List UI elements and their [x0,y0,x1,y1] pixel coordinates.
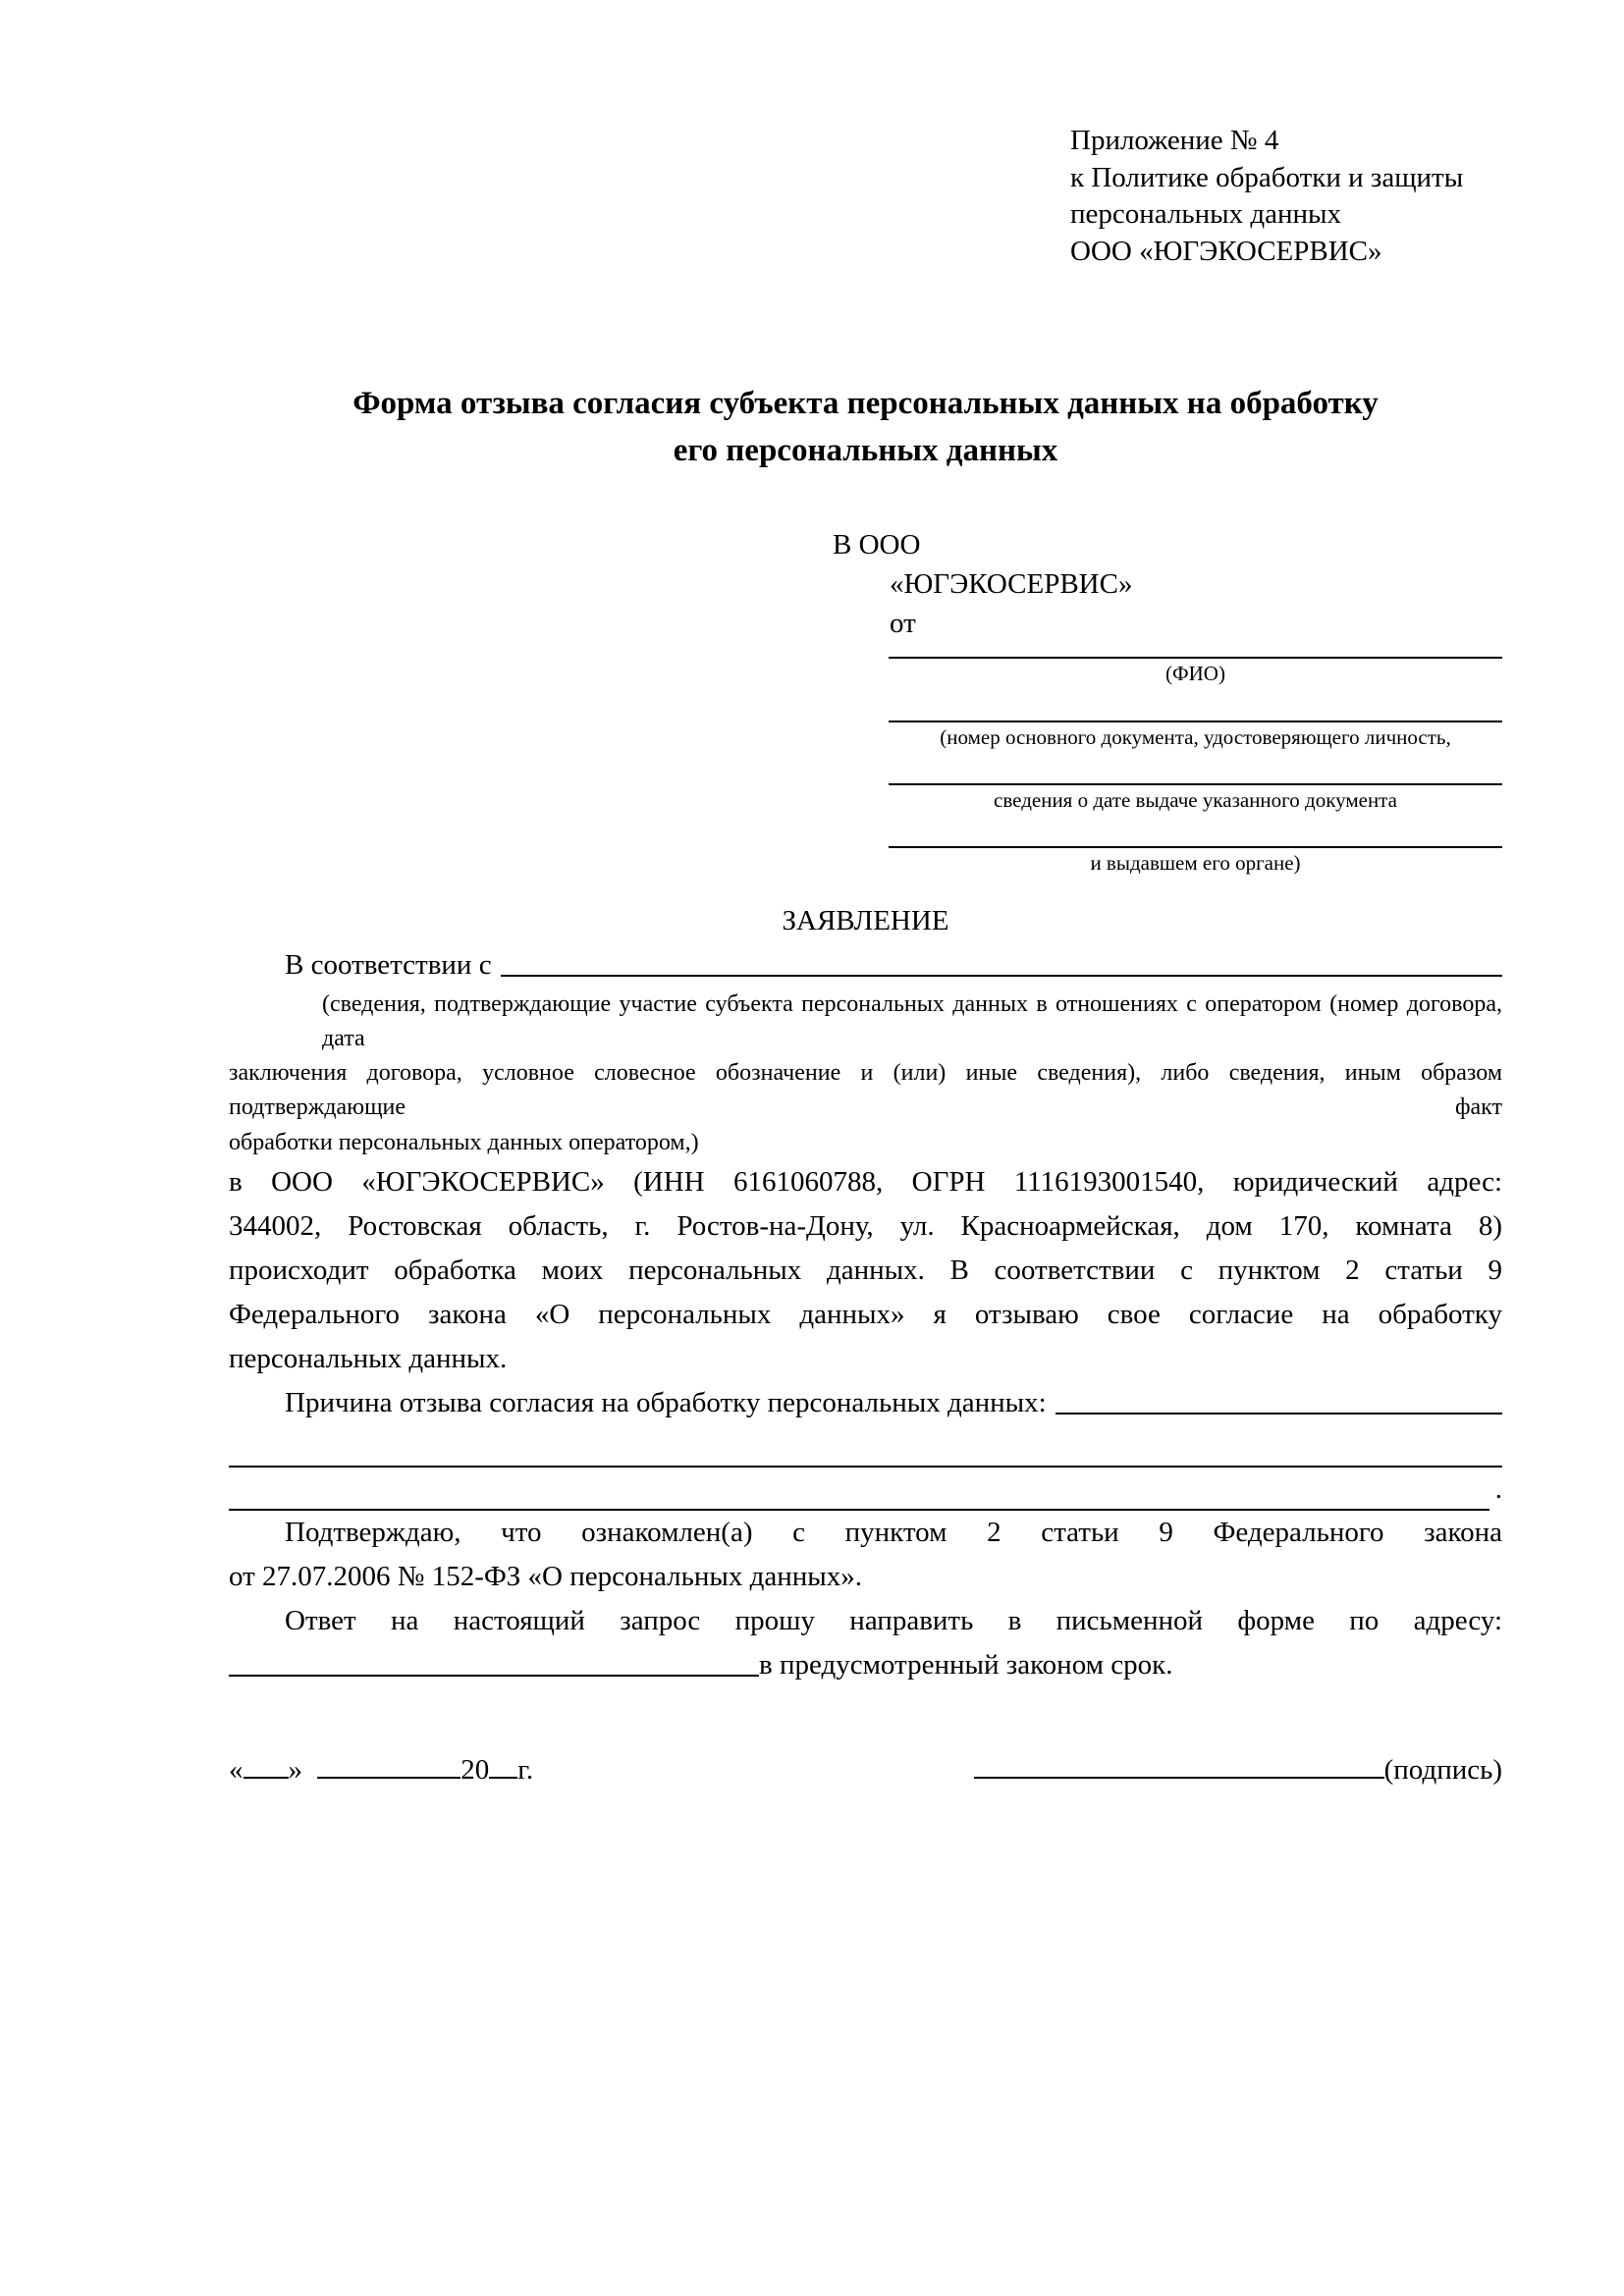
reason-blank-line-3 [229,1468,1502,1512]
signature-blank [974,1753,1384,1780]
confirmation-line: от 27.07.2006 № 152-ФЗ «О персональных данных». [229,1561,863,1593]
issuing-authority-caption: и выдавшем его органе) [1090,851,1301,876]
date-quote-open: « [229,1754,244,1787]
reason-blank-line-2 [229,1425,1502,1468]
period-after-blank: . [1494,1472,1502,1505]
fio-blank-line [889,643,1502,659]
addressee-org-line-1: В ООО [833,529,921,561]
page-title-line-2: его персональных данных [673,432,1058,468]
page-title [229,381,1502,475]
body-line: 344002, Ростовская область, г. Ростов-на-Дону, ул. Красноармейская, дом 170, комната 8) [229,1209,1502,1242]
issue-date-caption: сведения о дате выдаче указанного документа [994,788,1397,813]
addressee-block [833,525,1502,877]
body-line: в ООО «ЮГЭКОСЕРВИС» (ИНН 6161060788, ОГРН 1116193001540, юридический адрес: [229,1165,1502,1198]
signature-line [974,1748,1502,1792]
fine-print-block [229,988,1502,1160]
body-line: персональных данных. [229,1342,508,1374]
confirmation-line: Подтверждаю, что ознакомлен(а) с пунктом 2 статьи 9 Федерального закона [285,1517,1502,1549]
confirmation-paragraph [229,1511,1502,1599]
signature-caption: (подпись) [1383,1754,1502,1787]
reply-request-paragraph [229,1599,1502,1687]
doc-number-blank-line [889,707,1502,722]
month-blank [317,1753,460,1780]
page-title-line-1: Форма отзыва согласия субъекта персональных данных на обработку [352,385,1379,421]
reply-request-line: Ответ на настоящий запрос прошу направить в письменной форме по адресу: [285,1605,1502,1637]
fine-print-line: заключения договора, условное словесное обозначение и (или) иные сведения), либо сведения, иным образом подтверждающие факт [229,1060,1502,1121]
addressee-from-label: от [890,608,916,640]
header-line-personal-data: персональных данных [1070,198,1342,231]
address-blank-line [229,1643,759,1677]
accordance-blank-line [501,943,1502,977]
year-suffix: г. [517,1754,534,1787]
body-line: происходит обработка моих персональных данных. В соответствии с пунктом 2 статьи 9 [229,1254,1502,1286]
date-quote-close: » [288,1754,302,1787]
reply-suffix: в предусмотренный законом срок. [759,1649,1173,1682]
header-line-org: ООО «ЮГЭКОСЕРВИС» [1070,236,1382,268]
date-line [229,1748,533,1792]
reason-prefix: Причина отзыва согласия на обработку персональных данных: [285,1386,1047,1418]
reply-address-line [229,1643,1502,1687]
issue-date-blank-line [889,770,1502,785]
header-block [1070,123,1502,271]
body-paragraph [229,1160,1502,1381]
accordance-line [229,943,1502,988]
year-blank [489,1753,517,1780]
doc-number-caption: (номер основного документа, удостоверяющего личность, [940,724,1451,749]
reason-blank-line [1056,1381,1502,1415]
accordance-prefix: В соответствии с [285,948,492,981]
year-prefix: 20 [460,1754,490,1787]
footer-row [229,1748,1502,1792]
reason-blank-fill [229,1468,1489,1511]
fine-print-line: обработки персональных данных оператором,) [229,1129,699,1155]
reason-line [229,1381,1502,1425]
issuing-authority-blank-line [889,832,1502,848]
header-line-policy: к Политике обработки и защиты [1070,161,1464,193]
fine-print-line: (сведения, подтверждающие участие субъекта персональных данных в отношениях с оператором (номер договора, дата [322,990,1502,1051]
statement-heading: ЗАЯВЛЕНИЕ [782,904,949,936]
body-line: Федерального закона «О персональных данных» я отзываю свое согласие на обработку [229,1298,1502,1330]
header-line-appendix: Приложение № 4 [1070,125,1279,156]
fio-caption: (ФИО) [1165,662,1225,686]
day-blank [244,1753,289,1780]
addressee-org-line-2: «ЮГЭКОСЕРВИС» [890,568,1133,601]
